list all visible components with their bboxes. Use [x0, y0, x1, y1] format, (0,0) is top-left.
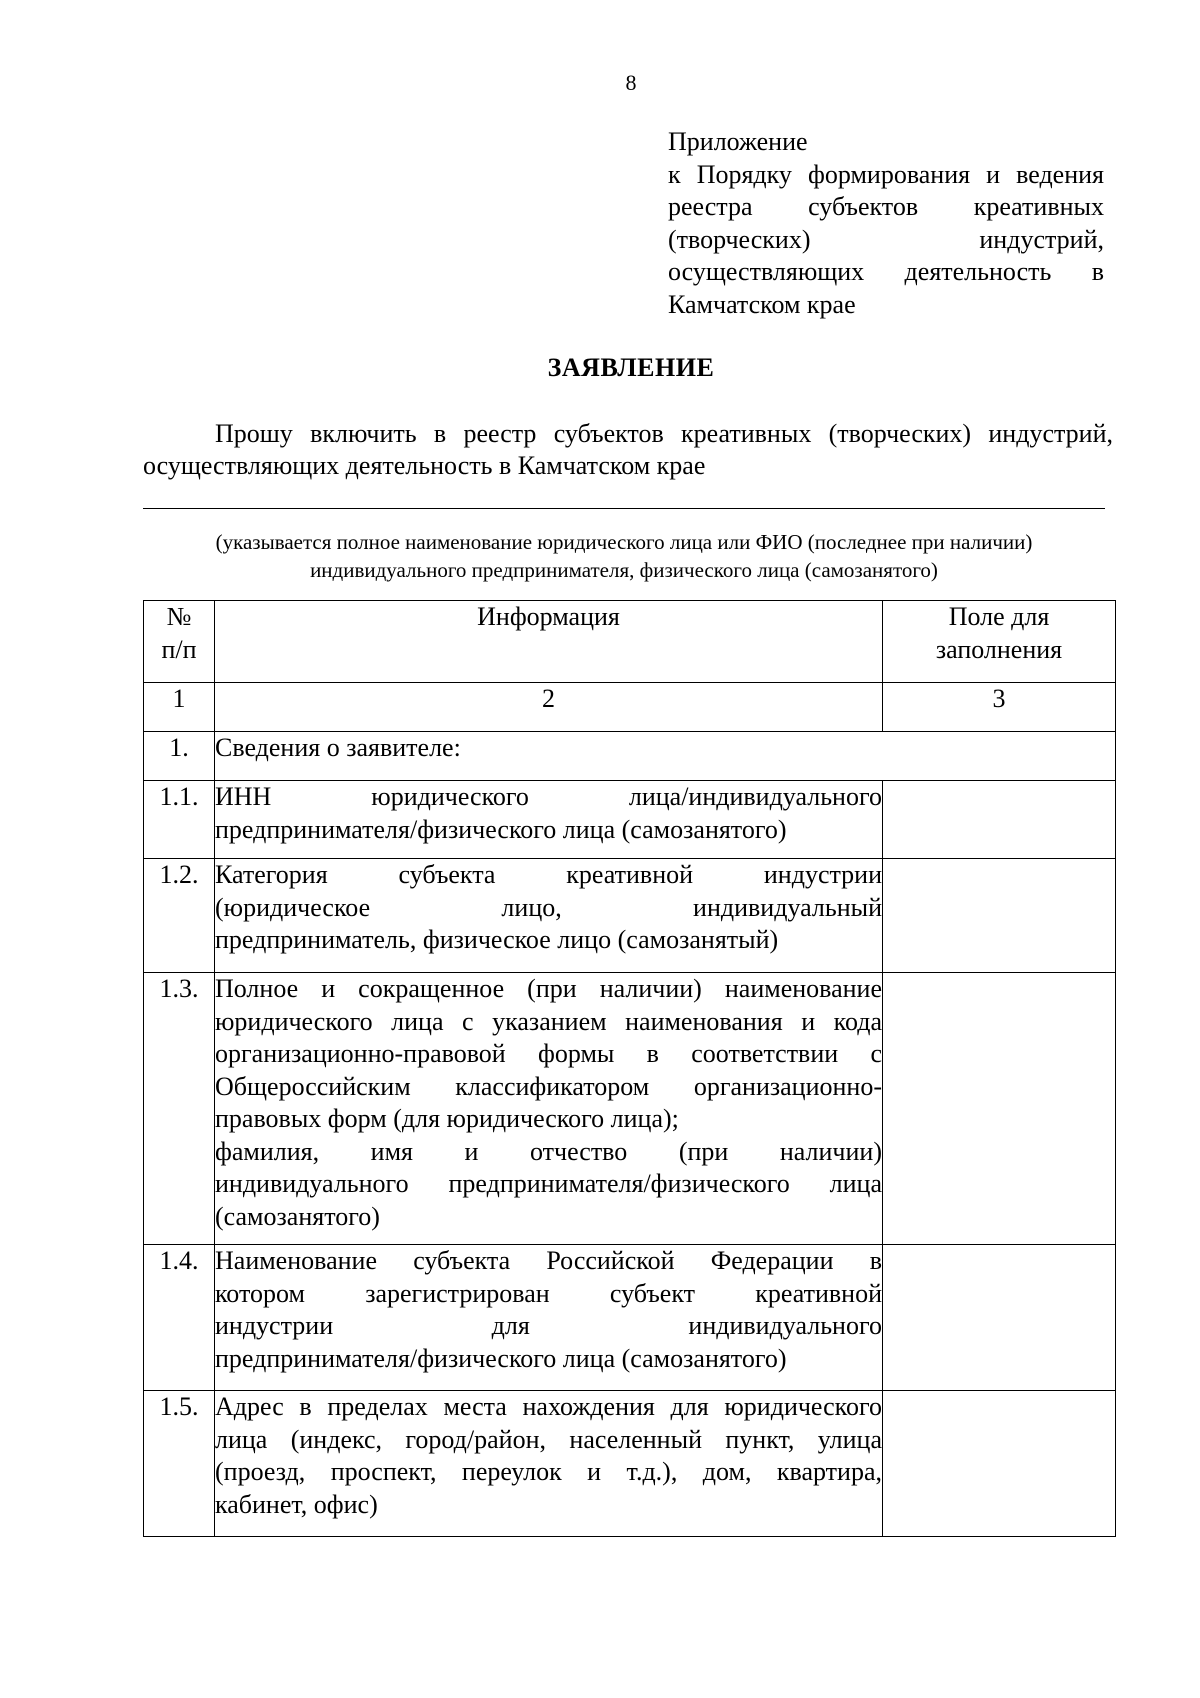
row-line: (проезд, проспект, переулок и т.д.), дом, квартира,	[215, 1457, 882, 1486]
column-number-row	[144, 683, 1116, 732]
row-fill-field[interactable]	[883, 781, 1116, 859]
appendix-line: Приложение	[668, 127, 808, 156]
application-table	[143, 600, 1116, 1537]
row-line: организационно-правовой формы в соответствии с	[215, 1039, 882, 1068]
row-info	[215, 859, 883, 973]
header-num-line: №	[166, 602, 192, 631]
row-line: Категория субъекта креативной индустрии	[215, 860, 882, 889]
table-row	[144, 1391, 1116, 1537]
row-line: кабинет, офис)	[215, 1489, 378, 1519]
row-line: юридического лица с указанием наименования и кода	[215, 1006, 882, 1036]
section-row	[144, 732, 1116, 781]
row-fill-field[interactable]	[883, 1391, 1116, 1537]
caption-line: (указывается полное наименование юридического лица или ФИО (последнее при наличии)	[215, 530, 1033, 554]
page-number: 8	[625, 70, 637, 95]
applicant-name-line[interactable]	[143, 508, 1105, 509]
appendix-line: реестра субъектов креативных	[668, 192, 1104, 221]
row-line: предпринимателя/физического лица (самозанятого)	[215, 814, 787, 844]
column-number: 1	[144, 683, 215, 732]
row-line: индивидуального предпринимателя/физического лица	[215, 1169, 882, 1198]
header-num-line: п/п	[161, 634, 197, 664]
table-row	[144, 973, 1116, 1245]
row-line: Полное и сокращенное (при наличии) наименование	[215, 974, 882, 1003]
row-line: фамилия, имя и отчество (при наличии)	[215, 1136, 882, 1166]
row-line: Наименование субъекта Российской Федерации в	[215, 1246, 882, 1275]
header-fill-line: Поле для	[948, 602, 1050, 631]
applicant-caption	[143, 528, 1105, 584]
row-num: 1.1.	[144, 781, 215, 859]
table-row	[144, 781, 1116, 859]
row-num: 1.5.	[144, 1391, 215, 1537]
header-info-cell: Информация	[215, 601, 883, 683]
row-line: Общероссийским классификатором организационно-	[215, 1071, 882, 1101]
row-line: индустрии для индивидуального	[215, 1311, 882, 1340]
appendix-line: (творческих) индустрий,	[668, 224, 1104, 254]
intro-line: Прошу включить в реестр субъектов креативных (творческих) индустрий,	[215, 419, 1113, 448]
row-line: предпринимателя/физического лица (самозанятого)	[215, 1343, 787, 1373]
column-number: 3	[883, 683, 1116, 732]
table-row	[144, 1245, 1116, 1391]
appendix-block	[668, 126, 1104, 321]
row-info	[215, 781, 883, 859]
row-num: 1.3.	[144, 973, 215, 1245]
row-line: правовых форм (для юридического лица);	[215, 1104, 679, 1133]
row-line: лица (индекс, город/район, населенный пункт, улица	[215, 1424, 882, 1454]
column-number: 2	[215, 683, 883, 732]
row-num: 1.2.	[144, 859, 215, 973]
row-info	[215, 1245, 883, 1391]
row-line: (самозанятого)	[215, 1201, 380, 1231]
table-header-row	[144, 601, 1116, 683]
appendix-line: к Порядку формирования и ведения	[668, 159, 1104, 189]
table-row	[144, 859, 1116, 973]
intro-paragraph	[143, 418, 1113, 482]
section-num: 1.	[144, 732, 215, 781]
row-fill-field[interactable]	[883, 973, 1116, 1245]
row-fill-field[interactable]	[883, 859, 1116, 973]
row-line: предприниматель, физическое лицо (самозанятый)	[215, 925, 779, 954]
header-fill-line: заполнения	[935, 634, 1063, 664]
intro-line: осуществляющих деятельность в Камчатском крае	[143, 451, 706, 480]
row-line: Адрес в пределах места нахождения для юридического	[215, 1392, 882, 1421]
row-line: ИНН юридического лица/индивидуального	[215, 782, 882, 811]
row-line: котором зарегистрирован субъект креативной	[215, 1278, 882, 1308]
row-fill-field[interactable]	[883, 1245, 1116, 1391]
caption-line: индивидуального предпринимателя, физического лица (самозанятого)	[310, 558, 938, 582]
appendix-line: Камчатском крае	[668, 289, 856, 319]
row-line: (юридическое лицо, индивидуальный	[215, 892, 882, 922]
section-label: Сведения о заявителе:	[215, 732, 1116, 781]
appendix-line: осуществляющих деятельность в	[668, 257, 1104, 286]
row-info	[215, 973, 883, 1245]
header-fill-cell	[883, 601, 1116, 683]
document-title: ЗАЯВЛЕНИЕ	[547, 353, 715, 382]
header-num-cell	[144, 601, 215, 683]
row-info	[215, 1391, 883, 1537]
row-num: 1.4.	[144, 1245, 215, 1391]
